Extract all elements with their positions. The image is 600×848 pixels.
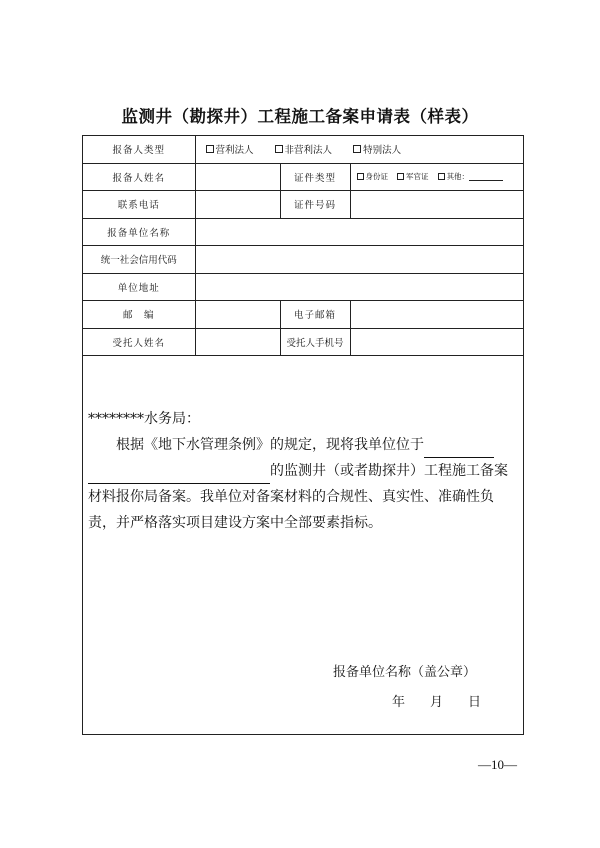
checkbox-icon <box>206 145 214 153</box>
credit-code-label: 统一社会信用代码 <box>83 246 195 274</box>
location-blank-continued[interactable] <box>88 467 270 484</box>
page-title: 监测井（勘探井）工程施工备案申请表（样表） <box>121 107 479 126</box>
officer-id-checkbox[interactable]: 军官证 <box>397 171 429 182</box>
postcode-label: 邮 编 <box>83 301 195 329</box>
table-row <box>83 246 524 274</box>
signature-unit: 报备单位名称（盖公章） <box>333 665 477 680</box>
postcode-field[interactable] <box>195 301 280 329</box>
page-number: —10— <box>478 757 517 772</box>
letter-line-2: 的监测井（或者勘探井）工程施工备案 <box>88 458 520 484</box>
table-row <box>83 328 524 356</box>
letter-line-1: 根据《地下水管理条例》的规定，现将我单位位于 <box>88 432 520 458</box>
email-label: 电子邮箱 <box>280 301 350 329</box>
applicant-type-options <box>195 136 524 163</box>
id-card-checkbox[interactable]: 身份证 <box>357 171 389 182</box>
checkbox-icon <box>397 173 404 180</box>
credit-code-field[interactable] <box>195 246 524 274</box>
table-row <box>83 301 524 329</box>
trustee-name-field[interactable] <box>195 328 280 356</box>
id-number-field[interactable] <box>350 191 524 219</box>
applicant-name-field[interactable] <box>195 163 280 191</box>
checkbox-icon <box>275 145 283 153</box>
letter-line-3: 材料报你局备案。我单位对备案材料的合规性、真实性、准确性负 <box>88 489 494 505</box>
date-month: 月 <box>430 695 444 710</box>
location-blank[interactable] <box>424 441 494 458</box>
applicant-name-label: 报备人姓名 <box>83 163 195 191</box>
table-row <box>83 191 524 219</box>
checkbox-icon <box>438 173 445 180</box>
table-row <box>83 136 524 163</box>
phone-field[interactable] <box>195 191 280 219</box>
unit-address-field[interactable] <box>195 273 524 301</box>
email-field[interactable] <box>350 301 524 329</box>
table-row <box>83 163 524 191</box>
form-table <box>83 136 524 356</box>
table-row <box>83 218 524 246</box>
id-type-label: 证件类型 <box>280 163 350 191</box>
other-id-blank[interactable] <box>469 172 503 181</box>
unit-name-label: 报备单位名称 <box>83 218 195 246</box>
letter-body <box>88 406 520 536</box>
trustee-name-label: 受托人姓名 <box>83 328 195 356</box>
letter-line-4: 责，并严格落实项目建设方案中全部要素指标。 <box>88 515 382 531</box>
phone-label: 联系电话 <box>83 191 195 219</box>
checkbox-icon <box>357 173 364 180</box>
checkbox-icon <box>353 145 361 153</box>
unit-name-field[interactable] <box>195 218 524 246</box>
salutation: ********水务局： <box>88 411 200 427</box>
unit-address-label: 单位地址 <box>83 273 195 301</box>
applicant-type-label: 报备人类型 <box>83 136 195 163</box>
non-profit-checkbox[interactable]: 非营利法人 <box>275 142 333 156</box>
id-type-options <box>350 163 524 191</box>
table-row <box>83 273 524 301</box>
trustee-phone-field[interactable] <box>350 328 524 356</box>
other-id-checkbox[interactable]: 其他： <box>438 171 504 182</box>
trustee-phone-label: 受托人手机号 <box>280 328 350 356</box>
id-number-label: 证件号码 <box>280 191 350 219</box>
date-year: 年 <box>392 695 406 710</box>
for-profit-checkbox[interactable]: 营利法人 <box>206 142 254 156</box>
date-day: 日 <box>468 695 482 710</box>
special-legal-person-checkbox[interactable]: 特别法人 <box>353 142 401 156</box>
